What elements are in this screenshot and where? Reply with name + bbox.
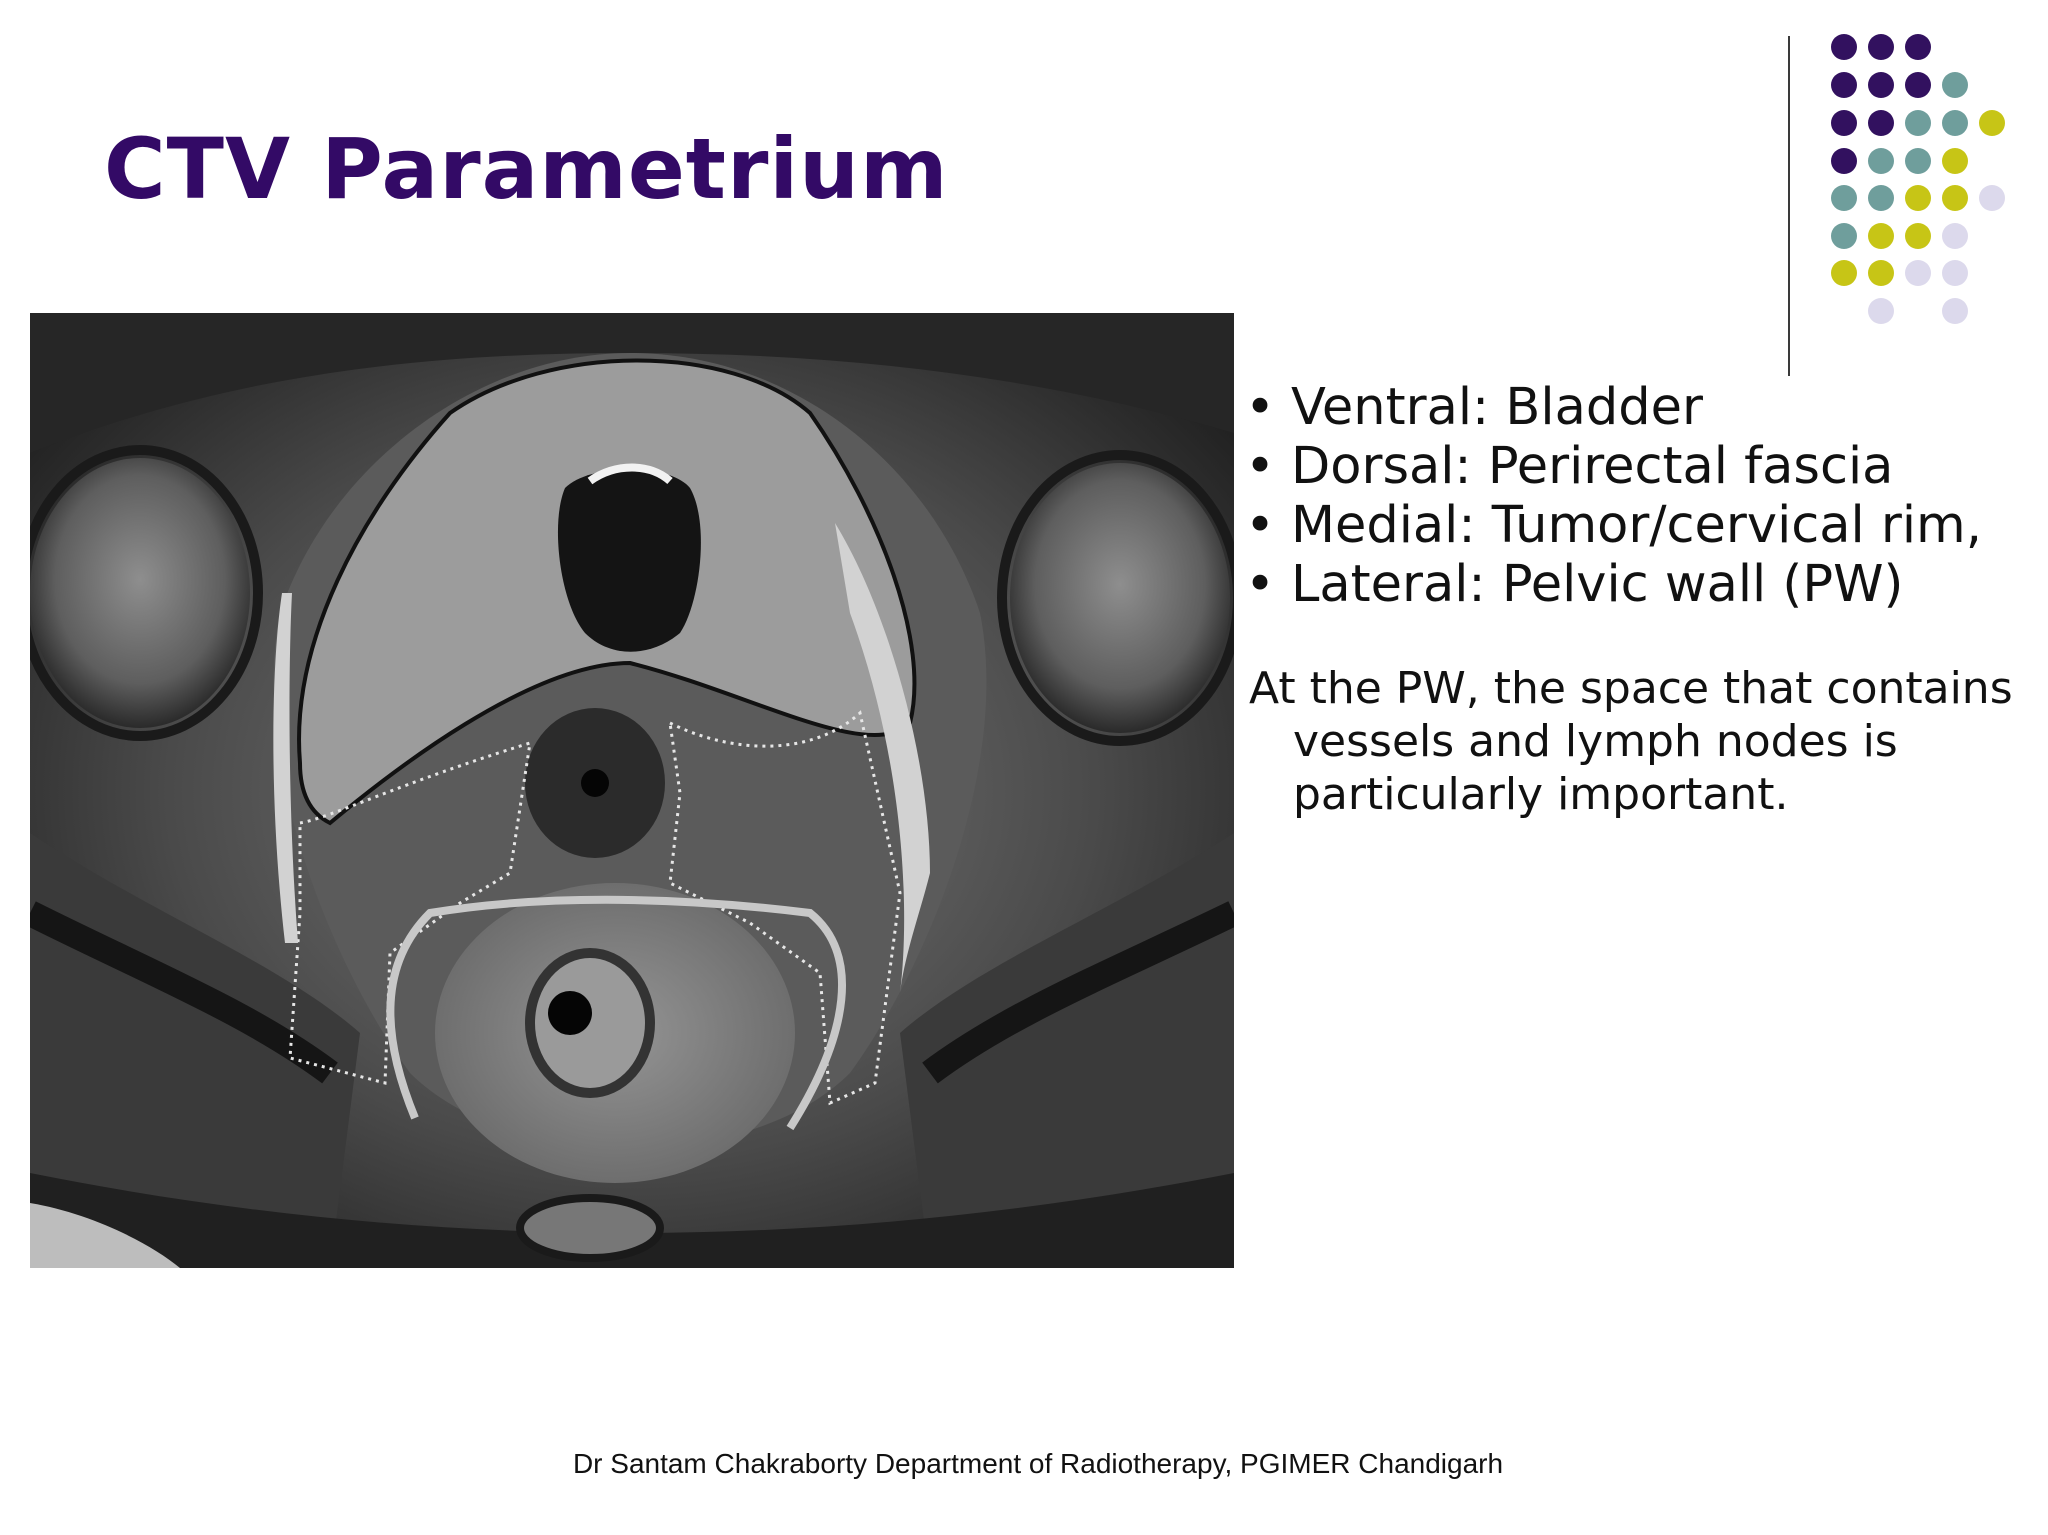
dot — [1905, 223, 1931, 249]
dot — [1905, 185, 1931, 211]
dot — [1979, 185, 2005, 211]
dot — [1868, 298, 1894, 324]
dot — [1831, 148, 1857, 174]
dot — [1942, 72, 1968, 98]
vertical-divider — [1788, 36, 1790, 376]
right-femoral-head — [1010, 463, 1230, 733]
bullet-item: • Ventral: Bladder — [1245, 378, 1982, 437]
dot — [1942, 110, 1968, 136]
dot — [1905, 72, 1931, 98]
slide-title: CTV Parametrium — [104, 120, 949, 218]
dot — [1831, 223, 1857, 249]
mri-axial-pelvis-image — [30, 313, 1234, 1268]
dot — [1868, 185, 1894, 211]
body-paragraph: At the PW, the space that contains vessels and lymph nodes is particularly important. — [1249, 663, 2013, 820]
dot — [1831, 34, 1857, 60]
bullet-item: • Medial: Tumor/cervical rim, — [1245, 496, 1982, 555]
dot — [1979, 110, 2005, 136]
dot — [1868, 260, 1894, 286]
mri-image-drawing — [30, 313, 1234, 1268]
dot — [1942, 185, 1968, 211]
dot — [1942, 298, 1968, 324]
dot — [1942, 260, 1968, 286]
dot — [1831, 72, 1857, 98]
bullet-list — [1245, 378, 1982, 614]
dot — [1831, 110, 1857, 136]
dot — [1868, 34, 1894, 60]
bullet-item: • Dorsal: Perirectal fascia — [1245, 437, 1982, 496]
dot — [1905, 260, 1931, 286]
dot — [1868, 148, 1894, 174]
dot — [1831, 185, 1857, 211]
dot — [1905, 34, 1931, 60]
dot — [1905, 110, 1931, 136]
dot — [1868, 72, 1894, 98]
dot — [1831, 260, 1857, 286]
dot — [1868, 110, 1894, 136]
dot — [1868, 223, 1894, 249]
dot — [1905, 148, 1931, 174]
bullet-item: • Lateral: Pelvic wall (PW) — [1245, 555, 1982, 614]
left-femoral-head — [30, 458, 250, 728]
dot — [1942, 148, 1968, 174]
dot — [1942, 223, 1968, 249]
slide-footer: Dr Santam Chakraborty Department of Radiotherapy, PGIMER Chandigarh — [572, 1448, 1504, 1479]
